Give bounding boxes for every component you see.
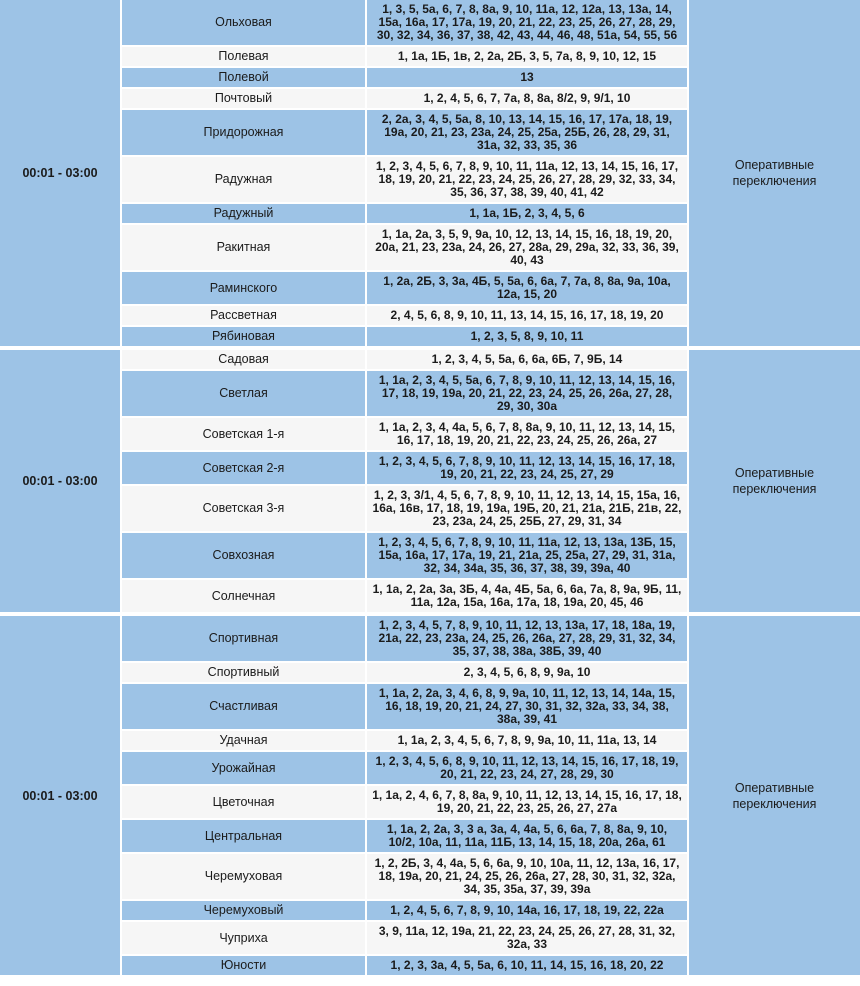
operation-note-label: Оперативные переключения xyxy=(732,780,817,811)
street-name-cell xyxy=(122,684,365,729)
house-numbers-label: 1, 1а, 2, 3, 4, 5, 5а, 6, 7, 8, 9, 10, 11, 12, 13, 14, 15, 16, 17, 18, 19, 19а, 20, 21, 22, 23, 24, 25, 26, 26а, 27, 28, 29, 30, 30а xyxy=(378,373,676,413)
street-name-label: Почтовый xyxy=(214,91,273,105)
time-range-cell xyxy=(0,350,120,612)
schedule-block xyxy=(0,616,860,975)
street-name-cell xyxy=(122,418,365,450)
street-name-cell xyxy=(122,47,365,66)
house-numbers-cell xyxy=(367,663,687,682)
street-name-label: Садовая xyxy=(218,352,269,366)
street-name-label: Радужный xyxy=(213,206,274,220)
house-numbers-label: 1, 2, 3, 3а, 4, 5, 5а, 6, 10, 11, 14, 15, 16, 18, 20, 22 xyxy=(390,958,664,972)
time-range-label: 00:01 - 03:00 xyxy=(22,788,98,803)
house-numbers-label: 1, 2, 3, 5, 8, 9, 10, 11 xyxy=(470,329,584,343)
street-name-cell xyxy=(122,486,365,531)
street-name-cell xyxy=(122,901,365,920)
table-row xyxy=(122,350,687,369)
street-name-cell xyxy=(122,956,365,975)
street-name-label: Ракитная xyxy=(216,240,271,254)
house-numbers-cell xyxy=(367,0,687,45)
block-rows xyxy=(122,0,687,346)
house-numbers-label: 1, 2, 3, 4, 5, 6, 7, 8, 9, 10, 11, 11а, 12, 13, 14, 15, 16, 17, 18, 19, 20, 21, 22, 23, 24, 25, 26, 27, 28, 29, 32, 33, 34, 35, 36, 37, 38, 39, 40, 41, 42 xyxy=(375,159,679,199)
house-numbers-cell xyxy=(367,684,687,729)
table-row xyxy=(122,47,687,66)
house-numbers-cell xyxy=(367,956,687,975)
street-name-cell xyxy=(122,820,365,852)
street-name-cell xyxy=(122,663,365,682)
house-numbers-label: 1, 2, 3, 4, 5, 7, 8, 9, 10, 11, 12, 13, 13а, 17, 18, 18а, 19, 21а, 22, 23, 23а, 24, 25, 26, 26а, 27, 28, 29, 31, 32, 34, 35, 37, 38, 38а, 38Б, 39, 40 xyxy=(378,618,676,658)
house-numbers-label: 2, 4, 5, 6, 8, 9, 10, 11, 13, 14, 15, 16, 17, 18, 19, 20 xyxy=(390,308,664,322)
street-name-cell xyxy=(122,922,365,954)
house-numbers-cell xyxy=(367,89,687,108)
table-row xyxy=(122,580,687,612)
table-row xyxy=(122,922,687,954)
street-name-label: Счастливая xyxy=(209,699,278,713)
table-row xyxy=(122,752,687,784)
house-numbers-label: 1, 1а, 2, 3, 4, 5, 6, 7, 8, 9, 9а, 10, 11, 11а, 13, 14 xyxy=(397,733,657,747)
street-name-cell xyxy=(122,580,365,612)
house-numbers-cell xyxy=(367,580,687,612)
schedule-block xyxy=(0,350,860,612)
house-numbers-label: 1, 2, 4, 5, 6, 7, 7а, 8, 8а, 8/2, 9, 9/1, 10 xyxy=(423,91,631,105)
house-numbers-cell xyxy=(367,854,687,899)
street-name-label: Удачная xyxy=(219,733,268,747)
house-numbers-cell xyxy=(367,327,687,346)
street-name-cell xyxy=(122,371,365,416)
street-name-label: Совхозная xyxy=(212,548,275,562)
street-name-cell xyxy=(122,327,365,346)
street-name-cell xyxy=(122,68,365,87)
table-row xyxy=(122,684,687,729)
house-numbers-cell xyxy=(367,452,687,484)
time-range-label: 00:01 - 03:00 xyxy=(22,166,98,180)
schedule-block xyxy=(0,0,860,346)
street-name-label: Юности xyxy=(220,958,267,972)
house-numbers-label: 1, 1а, 1Б, 1в, 2, 2а, 2Б, 3, 5, 7а, 8, 9, 10, 12, 15 xyxy=(397,49,657,63)
table-row xyxy=(122,272,687,304)
street-name-cell xyxy=(122,350,365,369)
street-name-label: Рассветная xyxy=(210,308,277,322)
table-row xyxy=(122,616,687,661)
street-name-cell xyxy=(122,204,365,223)
house-numbers-cell xyxy=(367,47,687,66)
table-row xyxy=(122,89,687,108)
house-numbers-label: 1, 2, 4, 5, 6, 7, 8, 9, 10, 14а, 16, 17, 18, 19, 22, 22а xyxy=(390,903,664,917)
table-row xyxy=(122,533,687,578)
house-numbers-label: 1, 2а, 2Б, 3, 3а, 4Б, 5, 5а, 6, 6а, 7, 7а, 8, 8а, 9а, 10а, 12а, 15, 20 xyxy=(383,274,671,301)
street-name-cell xyxy=(122,0,365,45)
house-numbers-cell xyxy=(367,225,687,270)
street-name-label: Радужная xyxy=(214,172,273,186)
house-numbers-cell xyxy=(367,371,687,416)
house-numbers-cell xyxy=(367,786,687,818)
street-name-label: Придорожная xyxy=(203,125,284,139)
table-row xyxy=(122,663,687,682)
street-name-label: Цветочная xyxy=(212,794,275,809)
street-name-label: Солнечная xyxy=(211,588,276,603)
block-rows xyxy=(122,616,687,975)
house-numbers-label: 1, 1а, 1Б, 2, 3, 4, 5, 6 xyxy=(469,206,585,220)
house-numbers-cell xyxy=(367,616,687,661)
house-numbers-cell xyxy=(367,157,687,202)
table-row xyxy=(122,371,687,416)
table-row xyxy=(122,731,687,750)
operation-note-label: Оперативные переключения xyxy=(732,466,817,496)
house-numbers-label: 1, 1а, 2, 2а, 3, 4, 6, 8, 9, 9а, 10, 11, 12, 13, 14, 14а, 15, 16, 18, 19, 20, 21, 24, 27, 30, 31, 32, 32а, 33, 34, 38, 38а, 39, 41 xyxy=(378,686,676,726)
street-name-cell xyxy=(122,731,365,750)
street-name-label: Советская 2-я xyxy=(202,460,285,475)
table-row xyxy=(122,68,687,87)
house-numbers-label: 1, 1а, 2, 2а, 3а, 3Б, 4, 4а, 4Б, 5а, 6, 6а, 7а, 8, 9а, 9Б, 11, 11а, 12а, 15а, 16а, 17а, 18, 19а, 20, 45, 46 xyxy=(372,582,682,609)
house-numbers-label: 1, 1а, 2, 4, 6, 7, 8, 8а, 9, 10, 11, 12, 13, 14, 15, 16, 17, 18, 19, 20, 21, 22, 23, 25, 26, 27, 27а xyxy=(372,788,682,815)
table-row xyxy=(122,306,687,325)
operation-note-cell xyxy=(689,0,860,346)
table-row xyxy=(122,204,687,223)
house-numbers-label: 1, 2, 3, 4, 5, 5а, 6, 6а, 6Б, 7, 9Б, 14 xyxy=(431,352,623,366)
house-numbers-label: 2, 3, 4, 5, 6, 8, 9, 9а, 10 xyxy=(463,665,591,679)
house-numbers-label: 1, 2, 3, 4, 5, 6, 8, 9, 10, 11, 12, 13, 14, 15, 16, 17, 18, 19, 20, 21, 22, 23, 24, 27, 28, 29, 30 xyxy=(375,754,679,781)
street-name-cell xyxy=(122,533,365,578)
house-numbers-label: 3, 9, 11а, 12, 19а, 21, 22, 23, 24, 25, 26, 27, 28, 31, 32, 32а, 33 xyxy=(378,924,676,951)
street-name-cell xyxy=(122,110,365,155)
table-row xyxy=(122,327,687,346)
table-row xyxy=(122,786,687,818)
street-name-cell xyxy=(122,225,365,270)
table-row xyxy=(122,110,687,155)
house-numbers-cell xyxy=(367,110,687,155)
street-name-label: Рябиновая xyxy=(212,329,275,343)
block-rows xyxy=(122,350,687,612)
house-numbers-cell xyxy=(367,731,687,750)
house-numbers-label: 1, 2, 3, 3/1, 4, 5, 6, 7, 8, 9, 10, 11, 12, 13, 14, 15, 15а, 16, 16а, 16в, 17, 18, 19, 19а, 19Б, 20, 21, 21а, 21Б, 21в, 22, 23, 23а, 24, 25, 25Б, 27, 29, 31, 34 xyxy=(372,488,682,528)
operation-note-label: Оперативные переключения xyxy=(732,158,817,188)
house-numbers-label: 1, 2, 3, 4, 5, 6, 7, 8, 9, 10, 11, 11а, 12, 13, 13а, 13Б, 15, 15а, 16а, 17, 17а, 19, 21, 21а, 25, 25а, 27, 29, 31, 31а, 32, 34, 34а, 35, 36, 37, 38, 39, 39а, 40 xyxy=(378,535,676,575)
street-name-cell xyxy=(122,616,365,661)
house-numbers-cell xyxy=(367,820,687,852)
street-name-cell xyxy=(122,786,365,818)
street-name-cell xyxy=(122,89,365,108)
house-numbers-cell xyxy=(367,418,687,450)
house-numbers-label: 1, 2, 2Б, 3, 4, 4а, 5, 6, 6а, 9, 10, 10а, 11, 12, 13а, 16, 17, 18, 19а, 20, 21, 24, 25, 26, 26а, 27, 28, 30, 31, 32, 32а, 34, 35, 35а, 37, 39, 39а xyxy=(374,856,680,896)
table-row xyxy=(122,418,687,450)
house-numbers-label: 1, 3, 5, 5а, 6, 7, 8, 8а, 9, 10, 11а, 12, 12а, 13, 13а, 14, 15а, 16а, 17, 17а, 19, 20, 21, 22, 23, 25, 26, 27, 28, 29, 30, 32, 34, 36, 37, 38, 42, 43, 44, 46, 48, 51а, 54, 55, 56 xyxy=(376,2,678,42)
operation-note-cell xyxy=(689,616,860,975)
table-row xyxy=(122,486,687,531)
street-name-label: Центральная xyxy=(204,828,283,843)
house-numbers-cell xyxy=(367,533,687,578)
house-numbers-cell xyxy=(367,204,687,223)
table-row xyxy=(122,225,687,270)
street-name-label: Полевой xyxy=(218,70,269,84)
street-name-label: Урожайная xyxy=(211,760,276,775)
house-numbers-label: 2, 2а, 3, 4, 5, 5а, 8, 10, 13, 14, 15, 16, 17, 17а, 18, 19, 19а, 20, 21, 23, 23а, 24, 25, 25а, 25Б, 26, 28, 29, 31, 31а, 32, 33, 35, 36 xyxy=(381,112,673,152)
street-name-cell xyxy=(122,854,365,899)
house-numbers-label: 1, 1а, 2, 3, 4, 4а, 5, 6, 7, 8, 8а, 9, 10, 11, 12, 13, 14, 15, 16, 17, 18, 19, 20, 21, 22, 23, 24, 25, 26, 26а, 27 xyxy=(378,420,676,447)
street-name-label: Черемуховая xyxy=(204,869,283,883)
house-numbers-label: 1, 2, 3, 4, 5, 6, 7, 8, 9, 10, 11, 12, 13, 14, 15, 16, 17, 18, 19, 20, 21, 22, 23, 24, 25, 27, 29 xyxy=(378,454,676,481)
street-name-label: Чуприха xyxy=(219,930,268,945)
house-numbers-label: 1, 1а, 2а, 3, 5, 9, 9а, 10, 12, 13, 14, 15, 16, 18, 19, 20, 20а, 21, 23, 23а, 24, 26, 27, 28а, 29, 29а, 32, 33, 36, 39, 40, 43 xyxy=(375,227,679,267)
operation-note-cell xyxy=(689,350,860,612)
street-name-label: Раминского xyxy=(209,280,278,295)
street-name-cell xyxy=(122,272,365,304)
table-row xyxy=(122,452,687,484)
time-range-label: 00:01 - 03:00 xyxy=(22,474,98,488)
time-range-cell xyxy=(0,0,120,346)
house-numbers-label: 13 xyxy=(520,70,534,84)
table-row xyxy=(122,854,687,899)
table-row xyxy=(122,157,687,202)
street-name-cell xyxy=(122,452,365,484)
house-numbers-cell xyxy=(367,350,687,369)
street-name-label: Черемуховый xyxy=(203,903,284,917)
street-name-label: Советская 3-я xyxy=(202,501,285,515)
street-name-cell xyxy=(122,157,365,202)
house-numbers-cell xyxy=(367,486,687,531)
street-name-label: Советская 1-я xyxy=(202,426,285,441)
street-name-label: Светлая xyxy=(219,386,268,400)
house-numbers-cell xyxy=(367,306,687,325)
street-name-label: Ольховая xyxy=(215,15,272,29)
street-name-cell xyxy=(122,752,365,784)
time-range-cell xyxy=(0,616,120,975)
table-row xyxy=(122,956,687,975)
street-name-cell xyxy=(122,306,365,325)
street-name-label: Спортивная xyxy=(208,631,279,645)
street-name-label: Полевая xyxy=(218,49,269,63)
house-numbers-label: 1, 1а, 2, 2а, 3, 3 а, 3а, 4, 4а, 5, 6, 6а, 7, 8, 8а, 9, 10, 10/2, 10а, 11, 11а, 11Б, 13, 14, 15, 18, 20а, 26а, 61 xyxy=(386,822,668,849)
house-numbers-cell xyxy=(367,752,687,784)
house-numbers-cell xyxy=(367,68,687,87)
house-numbers-cell xyxy=(367,901,687,920)
house-numbers-cell xyxy=(367,272,687,304)
house-numbers-cell xyxy=(367,922,687,954)
table-row xyxy=(122,0,687,45)
street-name-label: Спортивный xyxy=(207,665,280,679)
table-row xyxy=(122,820,687,852)
table-row xyxy=(122,901,687,920)
